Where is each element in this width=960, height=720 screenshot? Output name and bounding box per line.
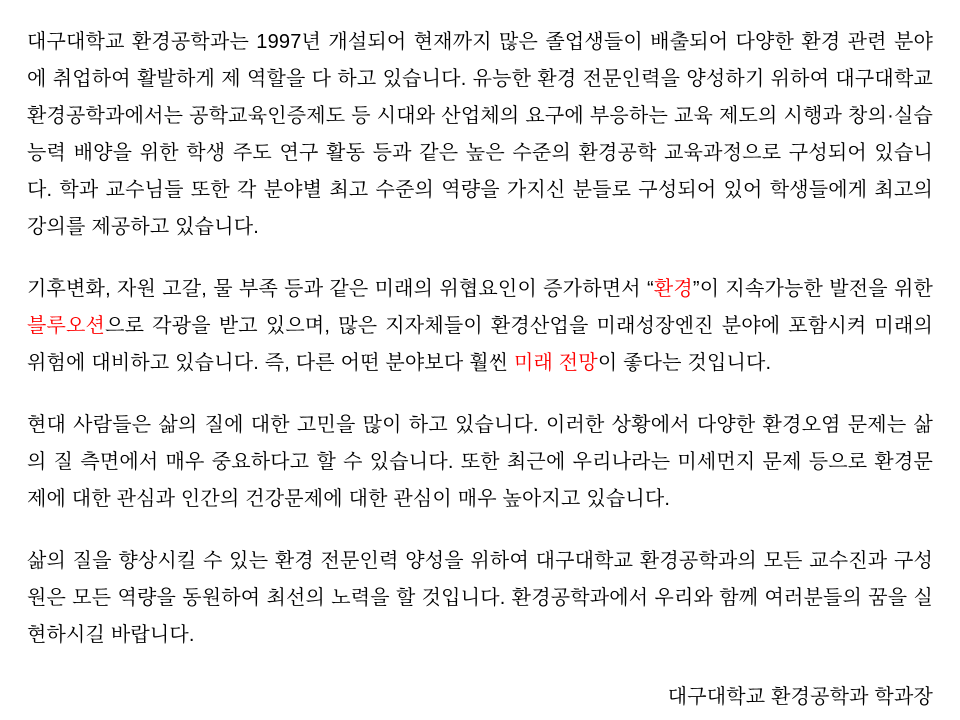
text-segment: 기후변화, 자원 고갈, 물 부족 등과 같은 미래의 위협요인이 증가하면서 “ bbox=[27, 278, 654, 300]
paragraph bbox=[27, 543, 933, 654]
accent-text: 미래 전망 bbox=[514, 352, 598, 374]
text-segment: 이 좋다는 것입니다. bbox=[597, 352, 772, 374]
text-segment: ”이 지속가능한 발전을 위한 bbox=[692, 278, 934, 300]
text-segment: 현대 사람들은 삶의 질에 대한 고민을 많이 하고 있습니다. 이러한 상황에서 다양한 환경오염 문제는 삶의 질 측면에서 매우 중요하다고 할 수 있습니다. 또한 최근에 우리나라는 미세먼지 문제 등으로 환경문제에 대한 관심과 인간의 건강문제에 대한 관심이 매우 높아지고 있습니다. bbox=[27, 414, 933, 510]
paragraph bbox=[27, 271, 933, 382]
paragraph-list bbox=[27, 24, 933, 654]
accent-text: 환경 bbox=[653, 278, 693, 300]
text-segment: 으로 각광을 받고 있으며, 많은 지자체들이 환경산업을 미래성장엔진 분야에 포함시켜 미래의 위험에 대비하고 있습니다. 즉, 다른 어떤 분야보다 훨씬 bbox=[27, 315, 933, 374]
text-segment: 대구대학교 환경공학과는 1997년 개설되어 현재까지 많은 졸업생들이 배출되어 다양한 환경 관련 분야에 취업하여 활발하게 제 역할을 다 하고 있습니다. 유능한 환경 전문인력을 양성하기 위하여 대구대학교 환경공학과에서는 공학교육인증제도 등 시대와 산업체의 요구에 부응하는 교육 제도의 시행과 창의·실습능력 배양을 위한 학생 주도 연구 활동 등과 같은 높은 수준의 환경공학 교육과정으로 구성되어 있습니다. 학과 교수님들 또한 각 분야별 최고 수준의 역량을 가지신 분들로 구성되어 있어 학생들에게 최고의 강의를 제공하고 있습니다. bbox=[27, 31, 933, 238]
paragraph bbox=[27, 407, 933, 518]
paragraph bbox=[27, 24, 933, 246]
text-segment: 삶의 질을 향상시킬 수 있는 환경 전문인력 양성을 위하여 대구대학교 환경공학과의 모든 교수진과 구성원은 모든 역량을 동원하여 최선의 노력을 할 것입니다. 환경공학과에서 우리와 함께 여러분들의 꿈을 실현하시길 바랍니다. bbox=[27, 550, 933, 646]
accent-text: 블루오션 bbox=[27, 315, 106, 337]
signature: 대구대학교 환경공학과 학과장 bbox=[667, 686, 933, 708]
